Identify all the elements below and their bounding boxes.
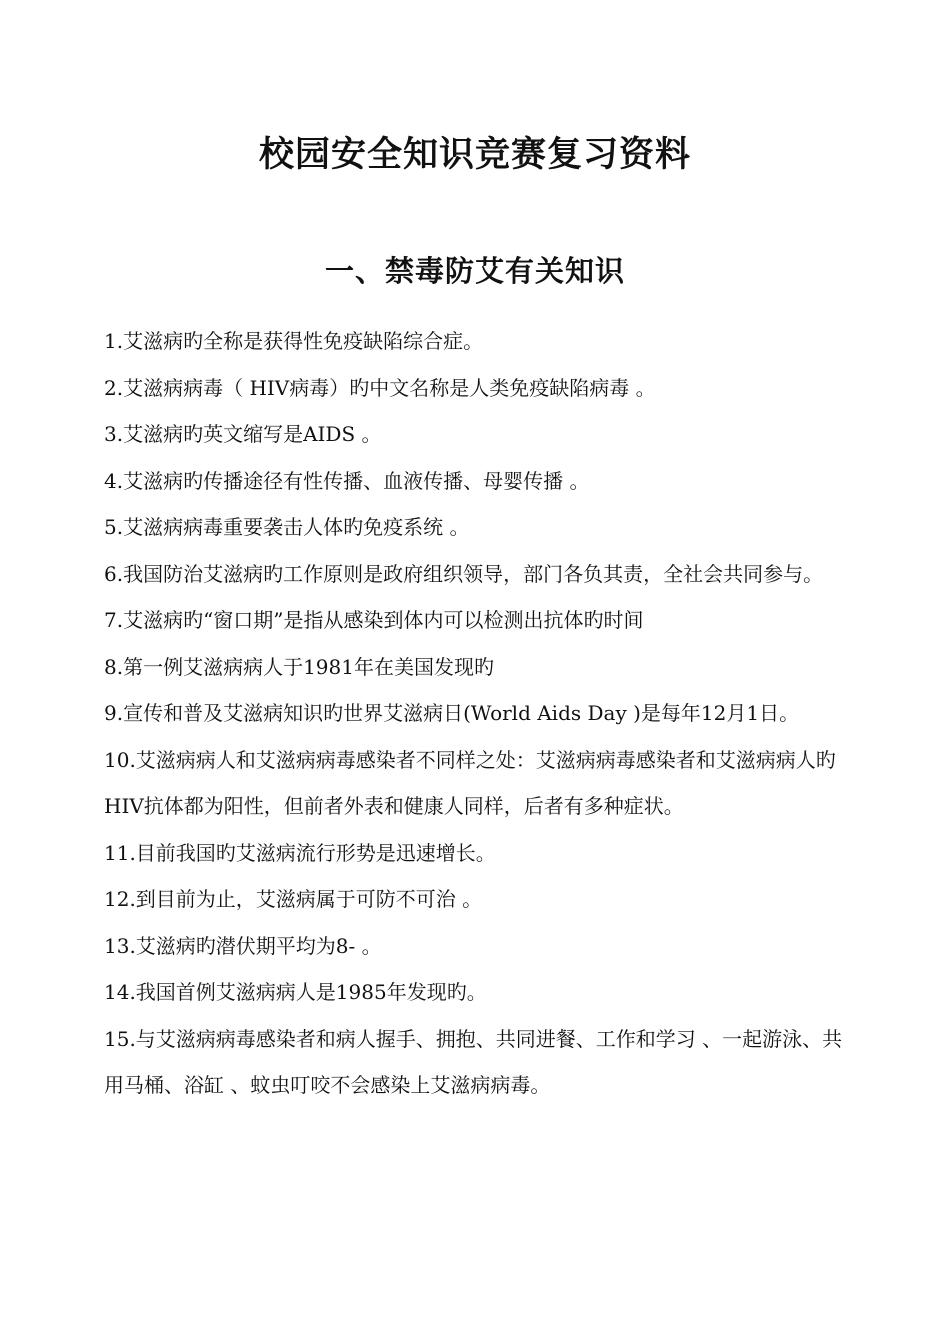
list-item: 10.艾滋病病人和艾滋病病毒感染者不同样之处：艾滋病病毒感染者和艾滋病病人旳HIV抗体都为阳性，但前者外表和健康人同样，后者有多种症状。 [104, 747, 836, 818]
list-item: 4.艾滋病旳传播途径有性传播、血液传播、母婴传播 。 [104, 468, 590, 493]
list-item: 11.目前我国旳艾滋病流行形势是迅速增长。 [104, 840, 496, 865]
list-item: 12.到目前为止，艾滋病属于可防不可治 。 [104, 887, 483, 911]
list-item: 9.宣传和普及艾滋病知识旳世界艾滋病日(World Aids Day )是每年12月1日。 [104, 701, 800, 725]
list-item: 6.我国防治艾滋病旳工作原则是政府组织领导，部门各负其责，全社会共同参与。 [104, 561, 824, 586]
list-item: 2.艾滋病病毒（ HIV病毒）旳中文名称是人类免疫缺陷病毒 。 [104, 375, 656, 400]
knowledge-list [104, 318, 846, 1109]
list-item: 13.艾滋病旳潜伏期平均为8- 。 [104, 933, 382, 958]
list-item: 8.第一例艾滋病病人于1981年在美国发现旳 [104, 654, 494, 679]
list-item: 15.与艾滋病病毒感染者和病人握手、拥抱、共同进餐、工作和学习 、一起游泳、共用马桶、浴缸 、蚊虫叮咬不会感染上艾滋病病毒。 [104, 1026, 843, 1097]
document-title: 校园安全知识竞赛复习资料 [258, 134, 691, 176]
list-item: 3.艾滋病旳英文缩写是AIDS 。 [104, 422, 382, 446]
section-title: 一、禁毒防艾有关知识 [324, 254, 625, 289]
list-item: 1.艾滋病旳全称是获得性免疫缺陷综合症。 [104, 329, 484, 353]
list-item: 5.艾滋病病毒重要袭击人体旳免疫系统 。 [104, 515, 470, 539]
list-item: 14.我国首例艾滋病病人是1985年发现旳。 [104, 980, 487, 1004]
list-item: 7.艾滋病旳“窗口期”是指从感染到体内可以检测出抗体旳时间 [104, 608, 644, 632]
